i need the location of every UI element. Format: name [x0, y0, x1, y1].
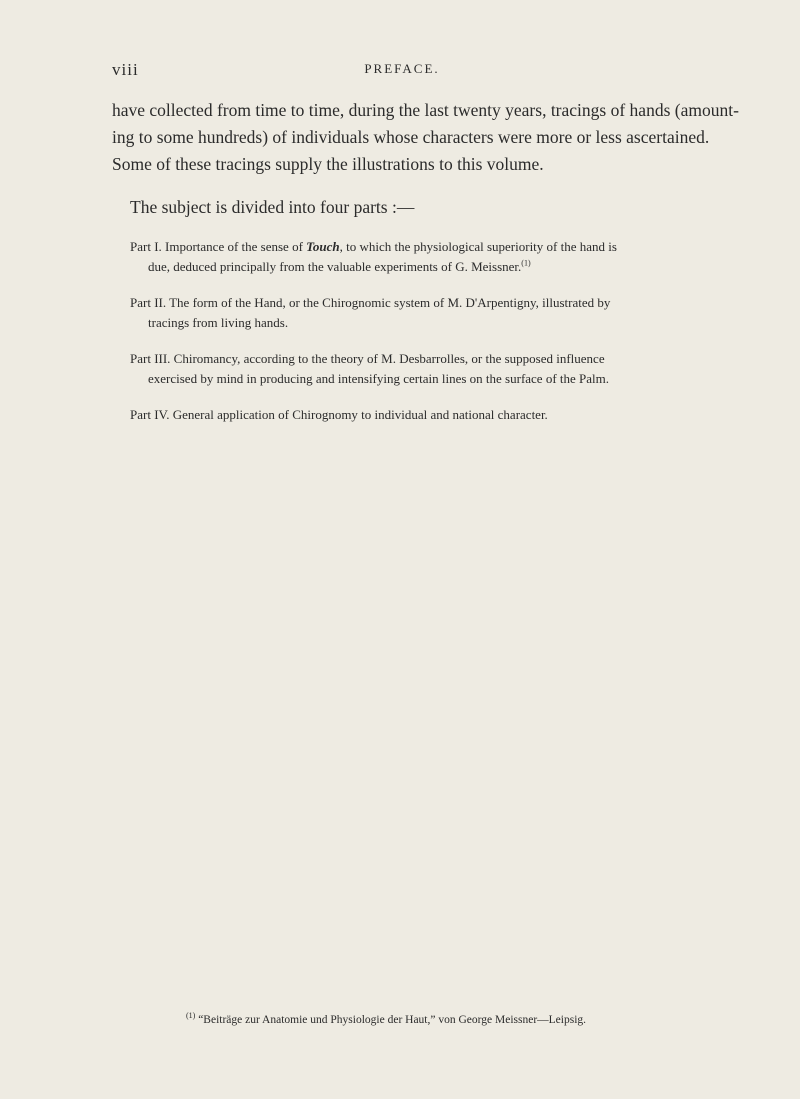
part-item: [130, 293, 694, 333]
footnote-ref: (1): [521, 258, 531, 268]
part-line: Part IV. General application of Chirognomy to individual and national character.: [130, 407, 548, 422]
running-head: PREFACE.: [364, 61, 440, 76]
part-emphasis: Touch: [306, 239, 340, 254]
part-line: [130, 257, 694, 277]
parts-list: [130, 237, 694, 441]
part-line: [130, 237, 694, 257]
footnote-text: “Beiträge zur Anatomie und Physiologie der Haut,” von George Meissner—Leipsig.: [198, 1014, 587, 1026]
part-item: [130, 405, 694, 425]
part-text: due, deduced principally from the valuable experiments of G. Meissner.: [148, 259, 522, 274]
part-item: [130, 237, 694, 277]
footnote-marker: (1): [186, 1011, 196, 1021]
page-header: [112, 60, 692, 84]
subject-line: The subject is divided into four parts :—: [130, 197, 415, 217]
intro-line: ing to some hundreds) of individuals whose characters were more or less ascertained.: [112, 127, 710, 147]
part-line: exercised by mind in producing and intensifying certain lines on the surface of the Palm.: [148, 371, 610, 386]
part-line: Part III. Chiromancy, according to the theory of M. Desbarrolles, or the supposed influence: [130, 351, 605, 366]
part-line: Part II. The form of the Hand, or the Chirognomic system of M. D'Arpentigny, illustrated by: [130, 295, 611, 310]
part-text: , to which the physiological superiority of the hand is: [339, 239, 617, 254]
page-number: viii: [112, 60, 139, 79]
part-item: [130, 349, 694, 389]
part-line: tracings from living hands.: [148, 315, 289, 330]
footnote: [186, 1012, 586, 1028]
intro-paragraph: [112, 97, 739, 178]
intro-line: have collected from time to time, during the last twenty years, tracings of hands (amount-: [112, 100, 739, 120]
part-text: Part I. Importance of the sense of: [130, 239, 307, 254]
intro-line: Some of these tracings supply the illustrations to this volume.: [112, 154, 544, 174]
